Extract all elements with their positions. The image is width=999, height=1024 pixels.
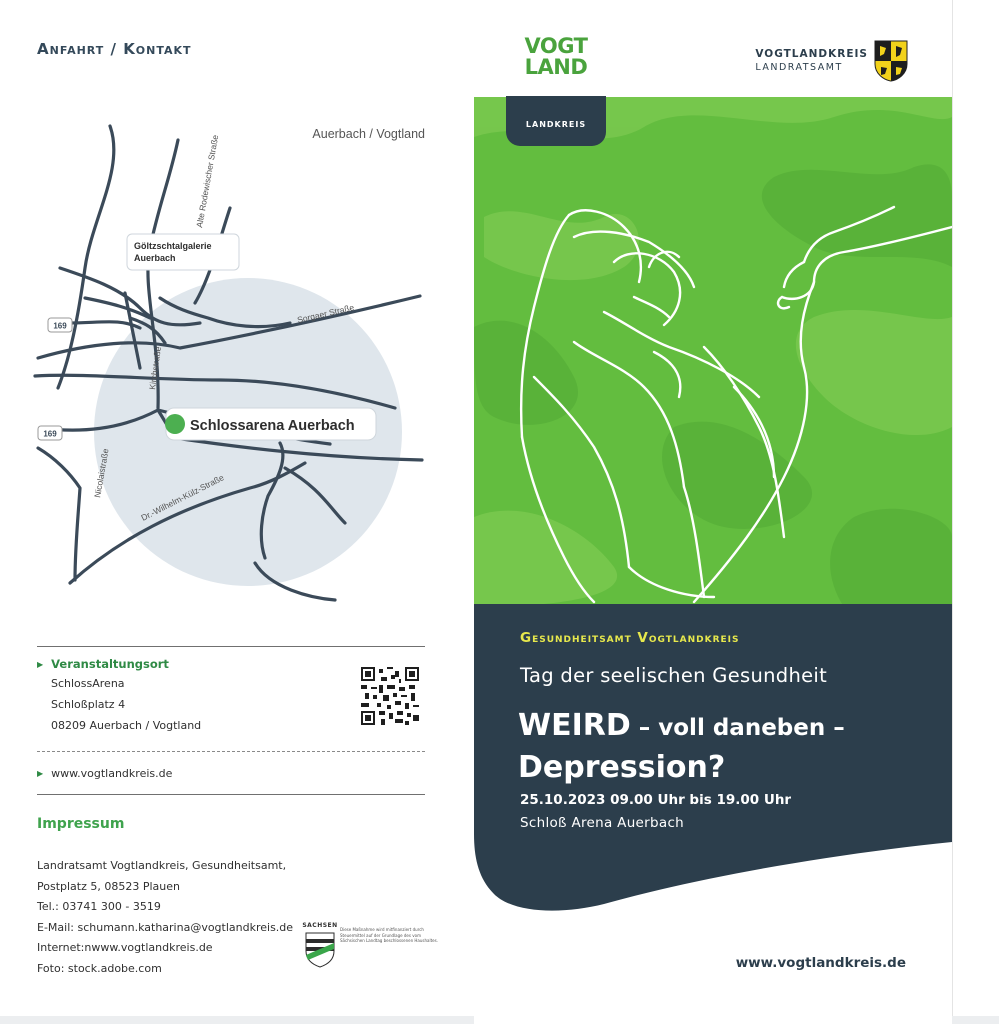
org-name: VOGTLANDKREIS [755,48,868,60]
impressum-line: Foto: stock.adobe.com [37,961,162,975]
triangle-bullet-icon: ▶ [37,768,44,778]
impressum-line: Tel.: 03741 300 - 3519 [37,900,161,913]
street-label-kirch: Kirchstraße [147,345,164,391]
impressum-line: Landratsamt Vogtlandkreis, Gesundheitsamt, [37,859,287,872]
road-badge-169-lower-text: 169 [43,429,57,439]
qr-code-icon[interactable] [361,667,419,725]
event-headline [518,707,845,787]
sachsen-logo [300,922,340,976]
website-row[interactable] [37,752,425,794]
headline-line2: Depression? [518,750,726,785]
website-footer-link[interactable]: www.vogtlandkreis.de [735,955,906,971]
logo-tab: LANDKREIS [506,96,606,146]
impressum-title: Impressum [37,816,125,832]
triangle-bullet-icon: ▶ [37,659,44,669]
impressum-line: E-Mail: schumann.katharina@vogtlandkreis.de [37,920,294,934]
street-label-sorgaer: Sorgaer Straße [296,302,356,325]
street-map [30,118,440,618]
logo-line2: LAND [524,55,588,79]
impressum-block [37,856,307,979]
street-map-graphic [30,118,440,618]
left-panel [0,0,475,1024]
fold-line [952,0,953,1024]
gallery-label-line2: Auerbach [134,253,176,263]
sachsen-name: SACHSEN [302,922,338,929]
headline-line1 [518,707,845,749]
contact-block [37,646,425,795]
venue-marker-label: Schlossarena Auerbach [190,418,355,434]
street-label-alte-rodewischer: Alte Rodewischer Straße [194,134,221,229]
event-date: 25.10.2023 09.00 Uhr bis 19.00 Uhr [520,792,792,808]
gallery-label-line1: Göltzschtalgalerie [134,241,212,251]
org-block [755,48,868,73]
impressum-line: Postplatz 5, 08523 Plauen [37,879,180,893]
venue-marker-dot [165,414,185,434]
street-label-kuelz: Dr.-Wilhelm-Külz-Straße [139,472,226,523]
sachsen-shield-icon [300,929,340,969]
road-badge-169-upper-text: 169 [53,321,67,331]
venue-section [37,647,425,751]
coat-of-arms-icon [874,40,908,82]
hero-illustration [474,97,952,607]
region-label: Auerbach / Vogtland [312,127,425,141]
event-place: Schloß Arena Auerbach [520,815,685,831]
kicker: Gesundheitsamt Vogtlandkreis [520,630,740,646]
headline-word: WEIRD [518,708,631,743]
directions-heading: Anfahrt / Kontakt [37,40,192,58]
divider-bottom [37,794,425,795]
street-label-nicolai: Nicolaistraße [92,447,111,499]
venue-name: SchlossArena [51,677,125,690]
website-link[interactable]: www.vogtlandkreis.de [51,766,173,780]
hero-artwork [474,97,952,607]
event-info-panel [474,604,952,914]
logo-line1: VOGT [524,34,588,58]
venue-title: Veranstaltungsort [51,657,169,671]
venue-city: 08209 Auerbach / Vogtland [51,719,202,732]
headline-tagline: – voll daneben – [630,715,845,741]
vogtland-logo-wordmark [506,24,606,96]
impressum-line: Internet:nwww.vogtlandkreis.de [37,941,213,954]
funding-note: Diese Maßnahme wird mitfinanziert durch Steuermittel auf der Grundlage des vom Sächsischen Landtag beschlossenen Haushaltes. [340,927,438,943]
gallery-label-box [127,234,239,270]
org-subtitle: LANDRATSAMT [755,62,843,73]
right-panel [474,0,952,1024]
venue-street: Schloßplatz 4 [51,698,126,711]
event-subtitle: Tag der seelischen Gesundheit [520,664,828,687]
vogtland-logo [506,24,606,129]
